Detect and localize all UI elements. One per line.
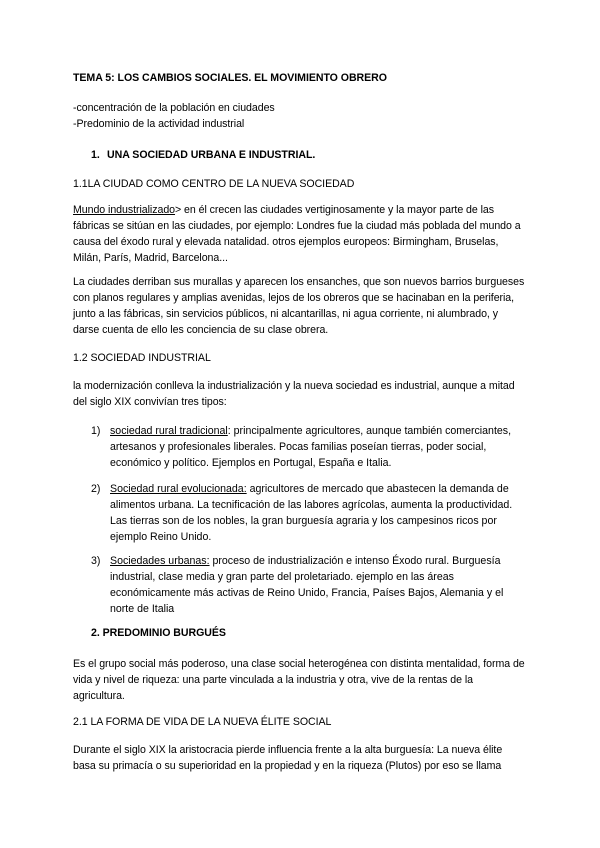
subsection-heading: 2.1 LA FORMA DE VIDA DE LA NUEVA ÉLITE SOCIAL (73, 716, 332, 728)
section-heading: UNA SOCIEDAD URBANA E INDUSTRIAL. (107, 149, 316, 161)
subsection-heading: 1.1LA CIUDAD COMO CENTRO DE LA NUEVA SOCIEDAD (73, 178, 355, 190)
paragraph (73, 202, 527, 266)
list-term: Sociedades urbanas: (110, 555, 210, 567)
intro-line: -Predominio de la actividad industrial (73, 118, 245, 130)
paragraph: la modernización conlleva la industrialización y la nueva sociedad es industrial, aunque a mitad del siglo XIX convivían tres tipos: (73, 380, 515, 408)
list-number: 3) (91, 555, 101, 567)
list-item (110, 423, 530, 471)
paragraph-text: > en él crecen las ciudades vertiginosamente y la mayor parte de las fábricas se sitúan en las ciudades, por ejemplo: Londres fue la ciudad más poblada del mundo a causa del éxodo rural y elevada natalidad. otros ejemplos europeos: Birmingham, Bruselas, Milán, París, Madrid, Barcelona... (73, 204, 521, 264)
list-term: sociedad rural tradicional (110, 425, 228, 437)
list-text: proceso de industrialización e intenso Éxodo rural. Burguesía industrial, clase media y gran parte del proletariado. ejemplo en las áreas económicamente más activas de Reino Unido, Francia, Países Bajos, Alemania y el norte de Italia (110, 555, 504, 615)
list-text: agricultores de mercado que abastecen la demanda de alimentos urbana. La tecnificación de las labores agrícolas, aumenta la productividad. Las tierras son de los nobles, la gran burguesía agraria y los campesinos ricos por ejemplo Reino Unido. (110, 483, 513, 543)
list-term: Sociedad rural evolucionada: (110, 483, 247, 495)
underlined-term: Mundo industrializado (73, 204, 176, 216)
document-title: TEMA 5: LOS CAMBIOS SOCIALES. EL MOVIMIENTO OBRERO (73, 72, 387, 84)
list-number: 1) (91, 425, 101, 437)
subsection-heading: 1.2 SOCIEDAD INDUSTRIAL (73, 352, 211, 364)
intro-line: -concentración de la población en ciudades (73, 102, 275, 114)
paragraph: Es el grupo social más poderoso, una clase social heterogénea con distinta mentalidad, forma de vida y nivel de riqueza: una parte vinculada a la industria y otra, vive de la rentas de la agricultura. (73, 658, 525, 702)
list-item (110, 553, 530, 617)
list-number: 2) (91, 483, 101, 495)
paragraph: La ciudades derriban sus murallas y aparecen los ensanches, que son nuevos barrios burgueses con planos regulares y amplias avenidas, lejos de los obreros que se hacinaban en la periferia, junto a las fábricas, sin servicios públicos, ni alcantarillas, ni agua corriente, ni alumbrado, y darse cuenta de ello les conciencia de su clase obrera. (73, 276, 525, 336)
section-heading: 2. PREDOMINIO BURGUÉS (91, 627, 226, 639)
paragraph: Durante el siglo XIX la aristocracia pierde influencia frente a la alta burguesía: La nueva élite basa su primacía o su superioridad en la propiedad y en la riqueza (Plutos) por eso se llama (73, 744, 503, 772)
list-text: : principalmente agricultores, aunque también comerciantes, artesanos y profesionales liberales. Pocas familias poseían tierras, poder social, económico y político. Ejemplos en Portugal, España e Italia. (110, 425, 512, 469)
list-item (110, 481, 530, 545)
section-number: 1. (91, 149, 100, 161)
